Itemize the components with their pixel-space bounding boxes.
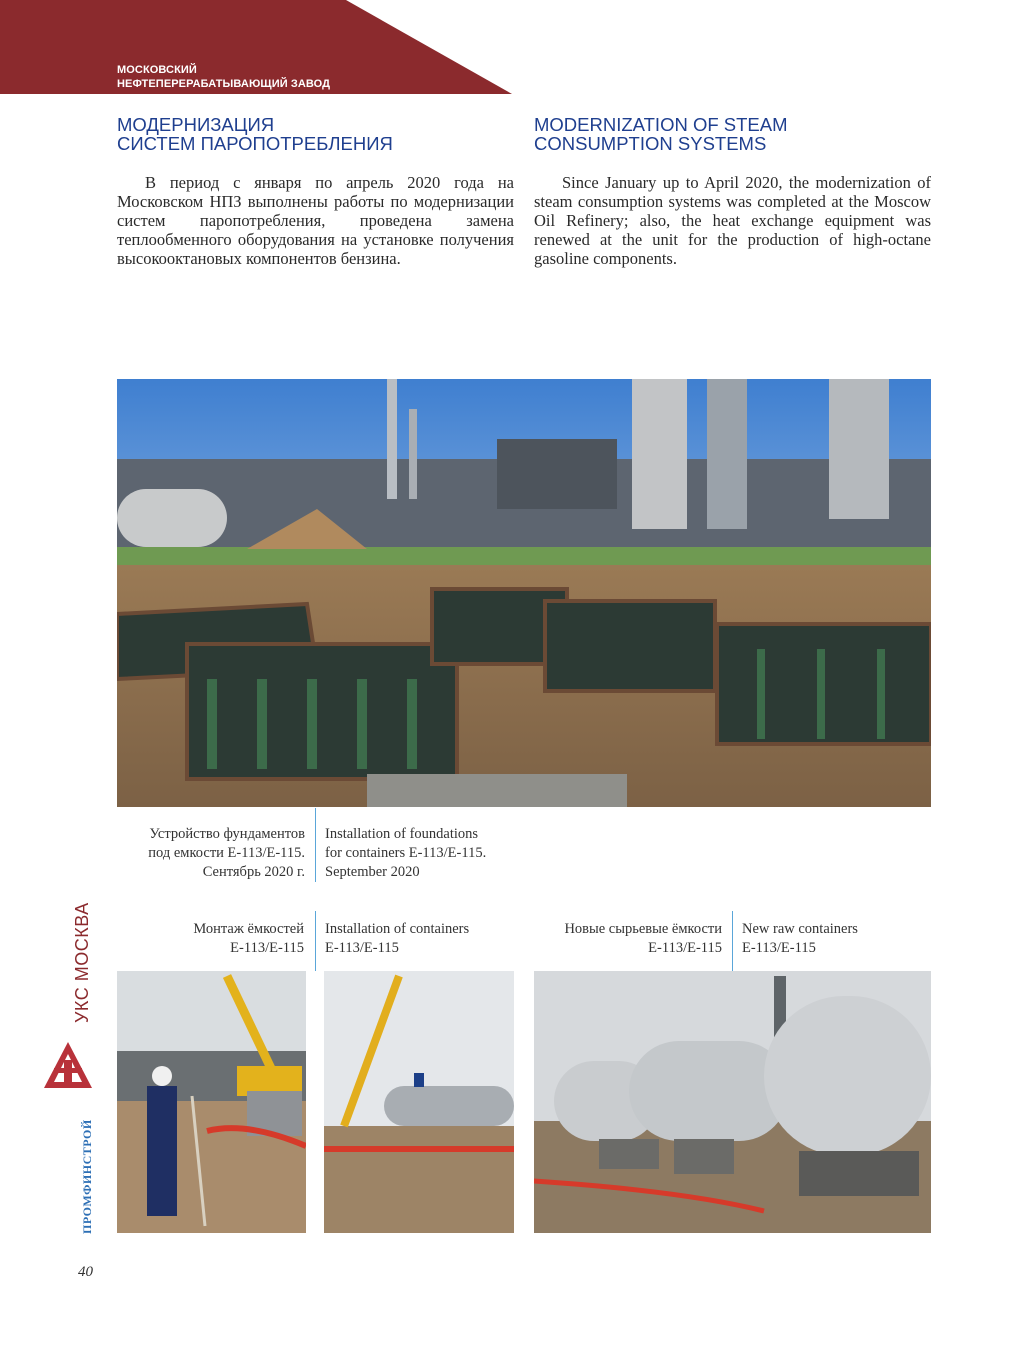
article-title-en <box>534 115 788 153</box>
raw-containers-photo <box>534 971 931 1233</box>
caption-divider <box>315 808 316 882</box>
page-number: 40 <box>78 1264 93 1280</box>
caption-line: Сентябрь 2020 г. <box>202 864 305 880</box>
surveyor-photo <box>117 971 306 1233</box>
caption-raw-en <box>742 920 931 958</box>
title-en-line-2: CONSUMPTION SYSTEMS <box>534 133 767 154</box>
company-logo <box>40 1040 96 1092</box>
caption-raw-ru <box>534 920 722 958</box>
caption-line: Монтаж ёмкостей <box>193 921 304 937</box>
caption-mounting-ru <box>130 920 304 958</box>
header-line-2: НЕФТЕПЕРЕРАБАТЫВАЮЩИЙ ЗАВОД <box>117 78 331 90</box>
caption-line: E-113/E-115 <box>742 940 816 956</box>
header-line-1: МОСКОВСКИЙ <box>117 64 197 76</box>
caption-divider <box>732 911 733 971</box>
caption-line: Е-113/Е-115 <box>648 940 722 956</box>
title-ru-line-1: МОДЕРНИЗАЦИЯ <box>117 114 275 135</box>
caption-foundations-en <box>325 825 525 882</box>
title-en-line-1: MODERNIZATION OF STEAM <box>534 114 788 135</box>
caption-mounting-en <box>325 920 515 958</box>
caption-line: Устройство фундаментов <box>149 826 305 842</box>
title-ru-line-2: СИСТЕМ ПАРОПОТРЕБЛЕНИЯ <box>117 133 393 154</box>
brand-name <box>80 1108 96 1234</box>
article-body-ru: В период с января по апрель 2020 года на Московском НПЗ выполнены работы по модернизации систем паропотребления, проведена замена теплообменного оборудования на установке получения высокооктановых компонентов бензина. <box>117 173 514 268</box>
article-body-en: Since January up to April 2020, the modernization of steam consumption systems was completed at the Moscow Oil Refinery; also, the heat exchange equipment was renewed at the unit for the production of high-octane gasoline components. <box>534 173 931 268</box>
caption-line: Installation of foundations <box>325 826 479 842</box>
section-title-text: УКС МОСКВА <box>72 902 92 1023</box>
caption-line: под емкости Е-113/Е-115. <box>148 845 305 861</box>
crane-lift-photo <box>324 971 514 1233</box>
caption-line: New raw containers <box>742 921 858 937</box>
caption-line: Е-113/Е-115 <box>230 940 304 956</box>
caption-foundations-ru <box>117 825 305 882</box>
caption-line: for containers E-113/E-115. <box>325 845 487 861</box>
caption-line: E-113/E-115 <box>325 940 399 956</box>
foundations-photo <box>117 379 931 807</box>
caption-line: Installation of containers <box>325 921 470 937</box>
article-title-ru <box>117 115 393 153</box>
section-title <box>72 888 100 1023</box>
caption-line: September 2020 <box>325 864 420 880</box>
caption-line: Новые сырьевые ёмкости <box>564 921 722 937</box>
header-company-name <box>117 63 330 91</box>
brand-name-text: ПРОМФИНСТРОЙ <box>80 1119 94 1234</box>
caption-divider <box>315 911 316 971</box>
